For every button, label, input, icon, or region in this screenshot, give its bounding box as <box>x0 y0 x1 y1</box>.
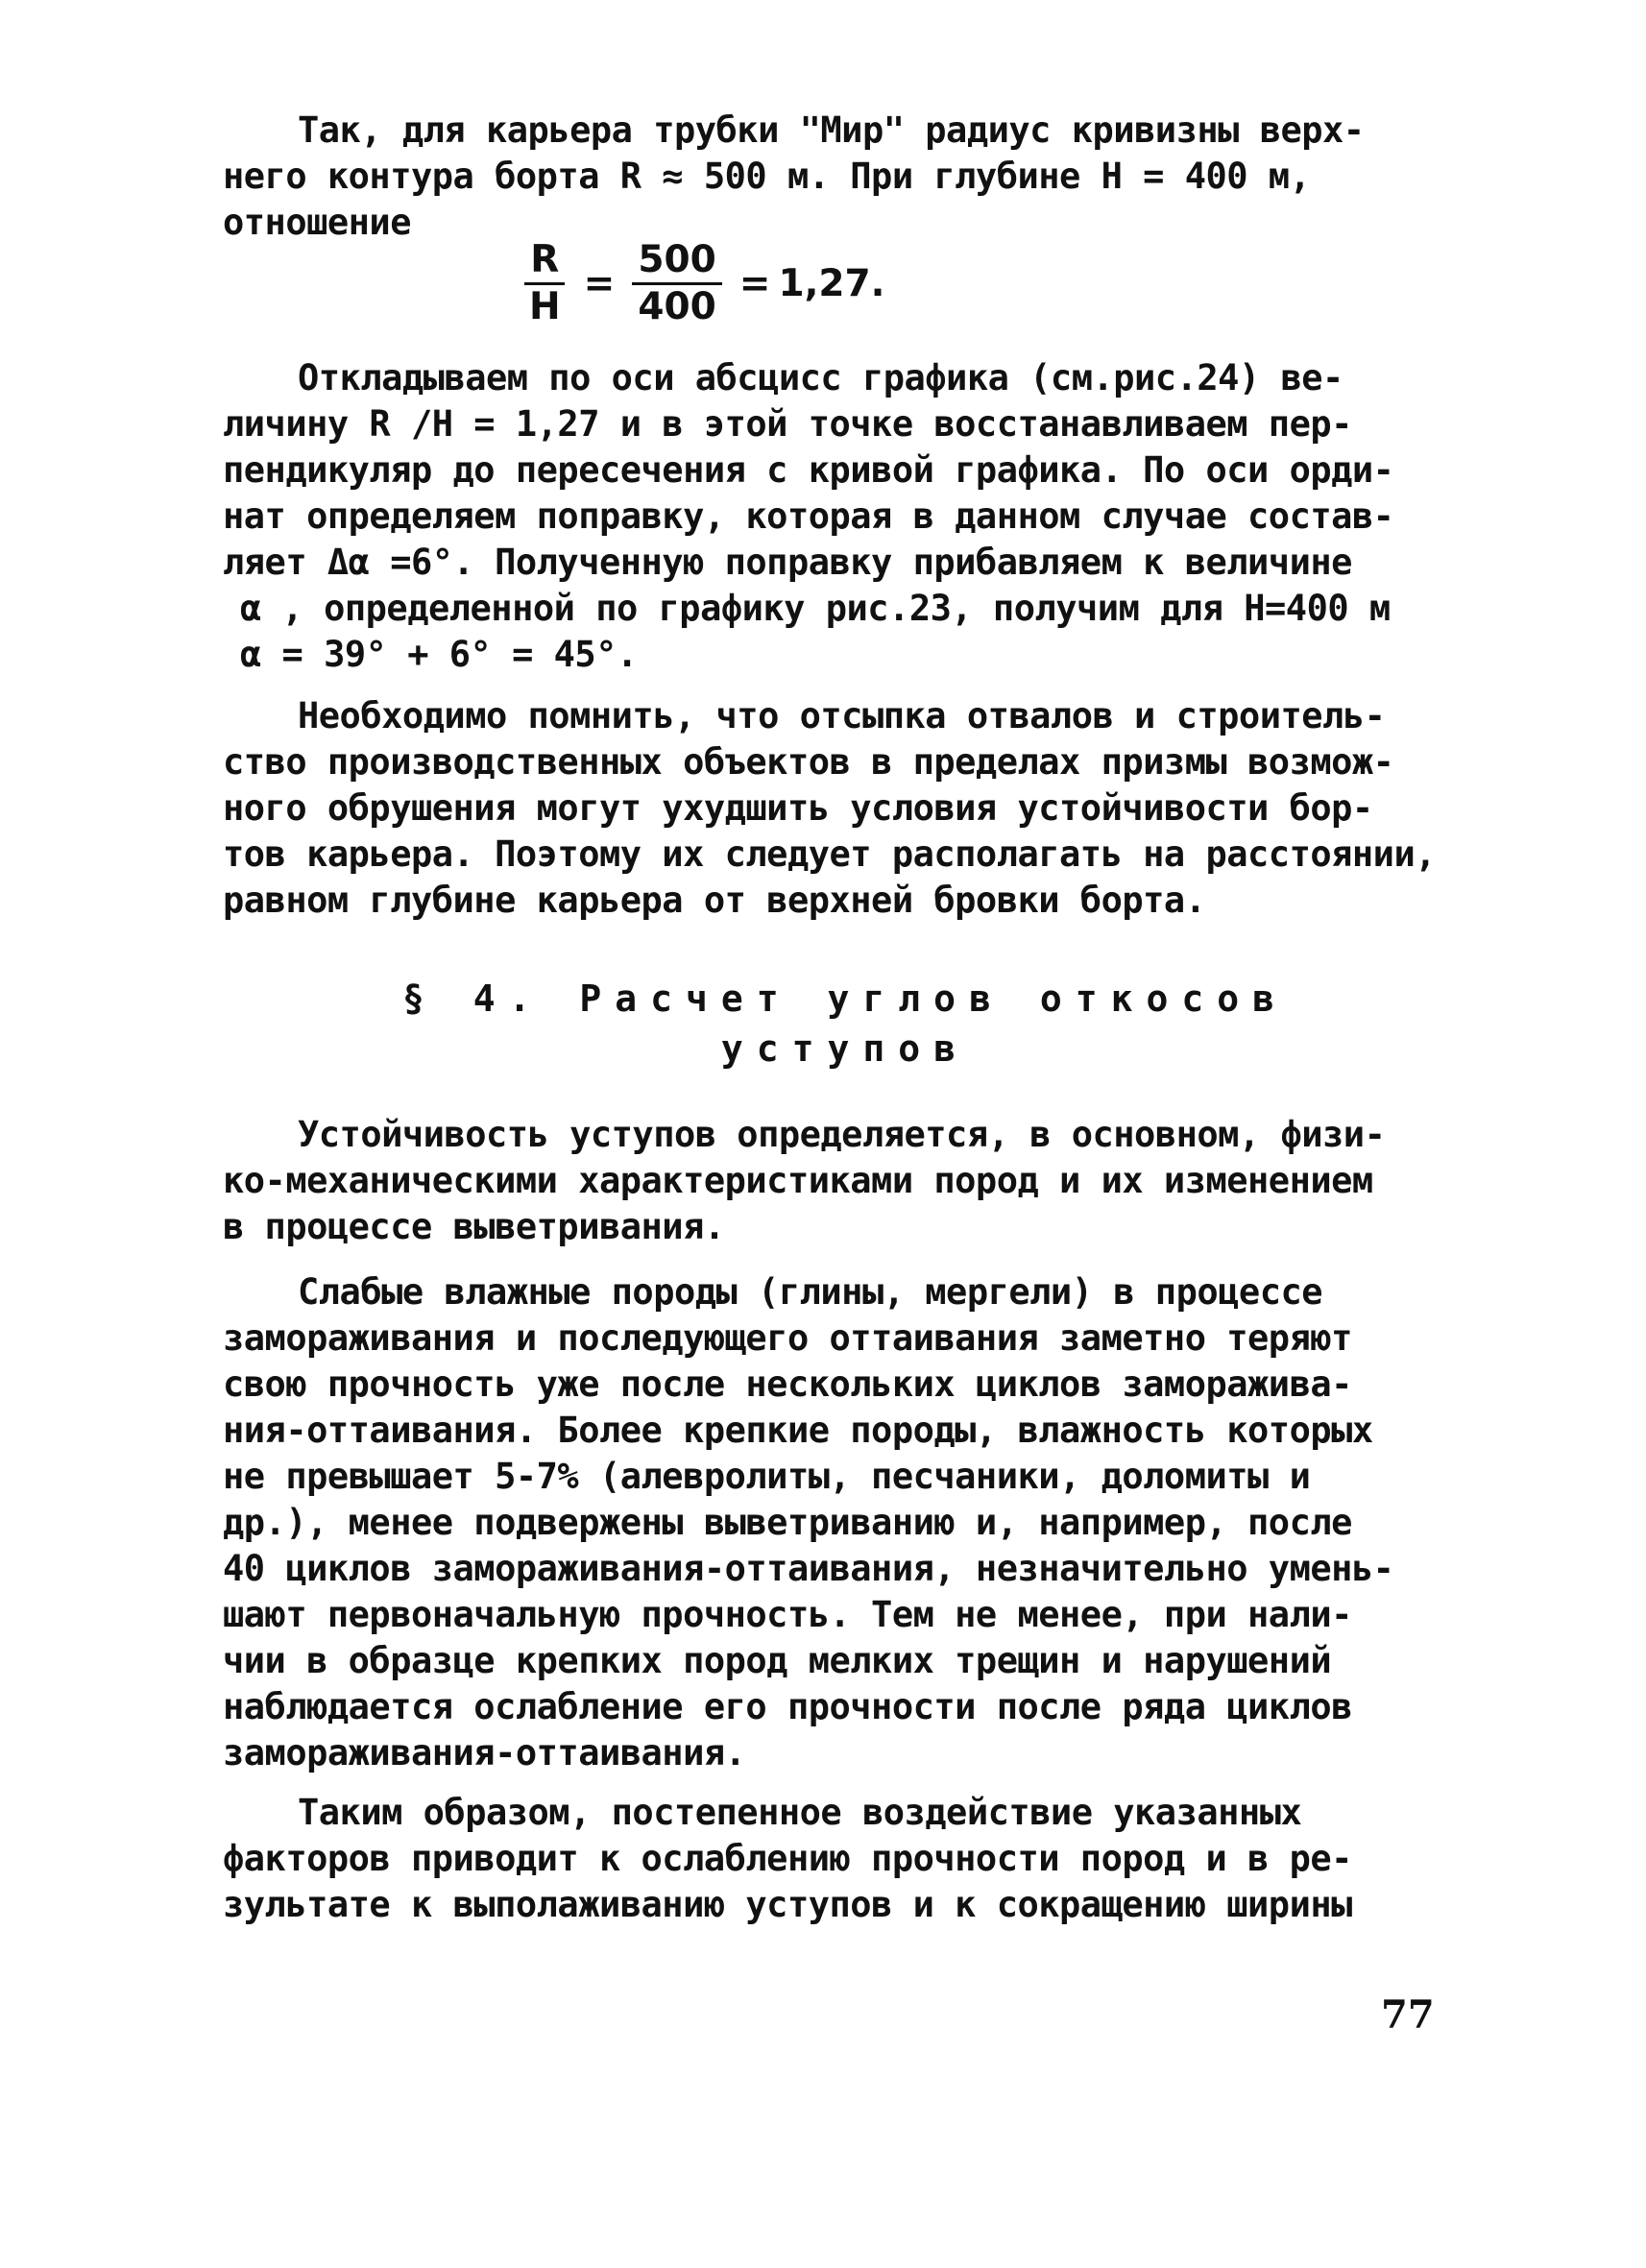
text-line: α = 39° + 6° = 45°. <box>240 634 638 675</box>
text-line: α , определенной по графику рис.23, получим для H=400 м <box>240 588 1391 629</box>
section-heading-line: § 4. Расчет углов откосов <box>402 977 1288 1020</box>
section-heading <box>317 974 1373 1074</box>
text-line: др.), менее подвержены выветриванию и, например, после <box>223 1502 1352 1543</box>
text-line: ко-механическими характеристиками пород и их изменением <box>223 1160 1373 1201</box>
text-line: замораживания-оттаивания. <box>223 1732 746 1773</box>
text-line: пендикуляр до пересечения с кривой графика. По оси орди- <box>223 449 1394 491</box>
text-line: личину R /H = 1,27 и в этой точке восстанавливаем пер- <box>223 403 1352 445</box>
paragraph-1 <box>223 108 1489 246</box>
text-line: чии в образце крепких пород мелких трещин и нарушений <box>223 1640 1332 1681</box>
text-line: равном глубине карьера от верхней бровки борта. <box>223 880 1206 921</box>
text-line: Откладываем по оси абсцисс графика (см.рис.24) ве- <box>298 357 1343 398</box>
text-line: Необходимо помнить, что отсыпка отвалов и строитель- <box>298 695 1386 736</box>
text-line: тов карьера. Поэтому их следует располагать на расстоянии, <box>223 833 1437 875</box>
text-line: ство производственных объектов в пределах призмы возмож- <box>223 741 1394 783</box>
numerator: 500 <box>632 240 721 285</box>
text-line: не превышает 5-7% (алевролиты, песчаники, доломиты и <box>223 1456 1311 1497</box>
text-line: свою прочность уже после нескольких циклов заморажива- <box>223 1363 1352 1405</box>
text-line: отношение <box>223 202 411 243</box>
paragraph-2 <box>223 355 1489 678</box>
page-number: 77 <box>1381 1992 1435 2038</box>
text-line: Устойчивость уступов определяется, в основном, физи- <box>298 1114 1386 1155</box>
text-line: нат определяем поправку, которая в данном случае состав- <box>223 495 1394 537</box>
text-line: факторов приводит к ослаблению прочности пород и в ре- <box>223 1838 1352 1879</box>
text-line: 40 циклов замораживания-оттаивания, незначительно умень- <box>223 1548 1394 1589</box>
text-line: ляет Δα =6°. Полученную поправку прибавляем к величине <box>223 542 1352 583</box>
text-line: Слабые влажные породы (глины, мергели) в процессе <box>298 1271 1323 1313</box>
numerator: R <box>524 240 565 285</box>
text-line: него контура борта R ≈ 500 м. При глубине H = 400 м, <box>223 156 1311 197</box>
text-line: наблюдается ослабление его прочности после ряда циклов <box>223 1686 1352 1727</box>
formula-result: 1,27. <box>778 262 885 305</box>
text-line: зультате к выполаживанию уступов и к сокращению ширины <box>223 1884 1352 1925</box>
paragraph-6 <box>223 1790 1489 1928</box>
equals-sign: = <box>738 262 771 305</box>
paragraph-4 <box>223 1112 1489 1250</box>
fraction-r-over-h <box>523 240 567 327</box>
formula-ratio <box>514 240 884 327</box>
paragraph-5 <box>223 1269 1489 1776</box>
text-line: ного обрушения могут ухудшить условия устойчивости бор- <box>223 787 1373 829</box>
paragraph-3 <box>223 693 1489 924</box>
equals-sign: = <box>583 262 616 305</box>
text-line: в процессе выветривания. <box>223 1206 725 1247</box>
denominator: 400 <box>638 285 716 328</box>
fraction-500-over-400 <box>632 240 721 327</box>
text-line: Таким образом, постепенное воздействие указанных <box>298 1792 1302 1833</box>
text-line: шают первоначальную прочность. Тем не менее, при нали- <box>223 1594 1352 1635</box>
section-heading-line: уступов <box>720 1027 970 1070</box>
text-line: Так, для карьера трубки "Мир" радиус кривизны верх- <box>298 109 1365 151</box>
denominator: H <box>529 285 561 328</box>
text-line: замораживания и последующего оттаивания заметно теряют <box>223 1317 1352 1359</box>
text-line: ния-оттаивания. Более крепкие породы, влажность которых <box>223 1410 1373 1451</box>
